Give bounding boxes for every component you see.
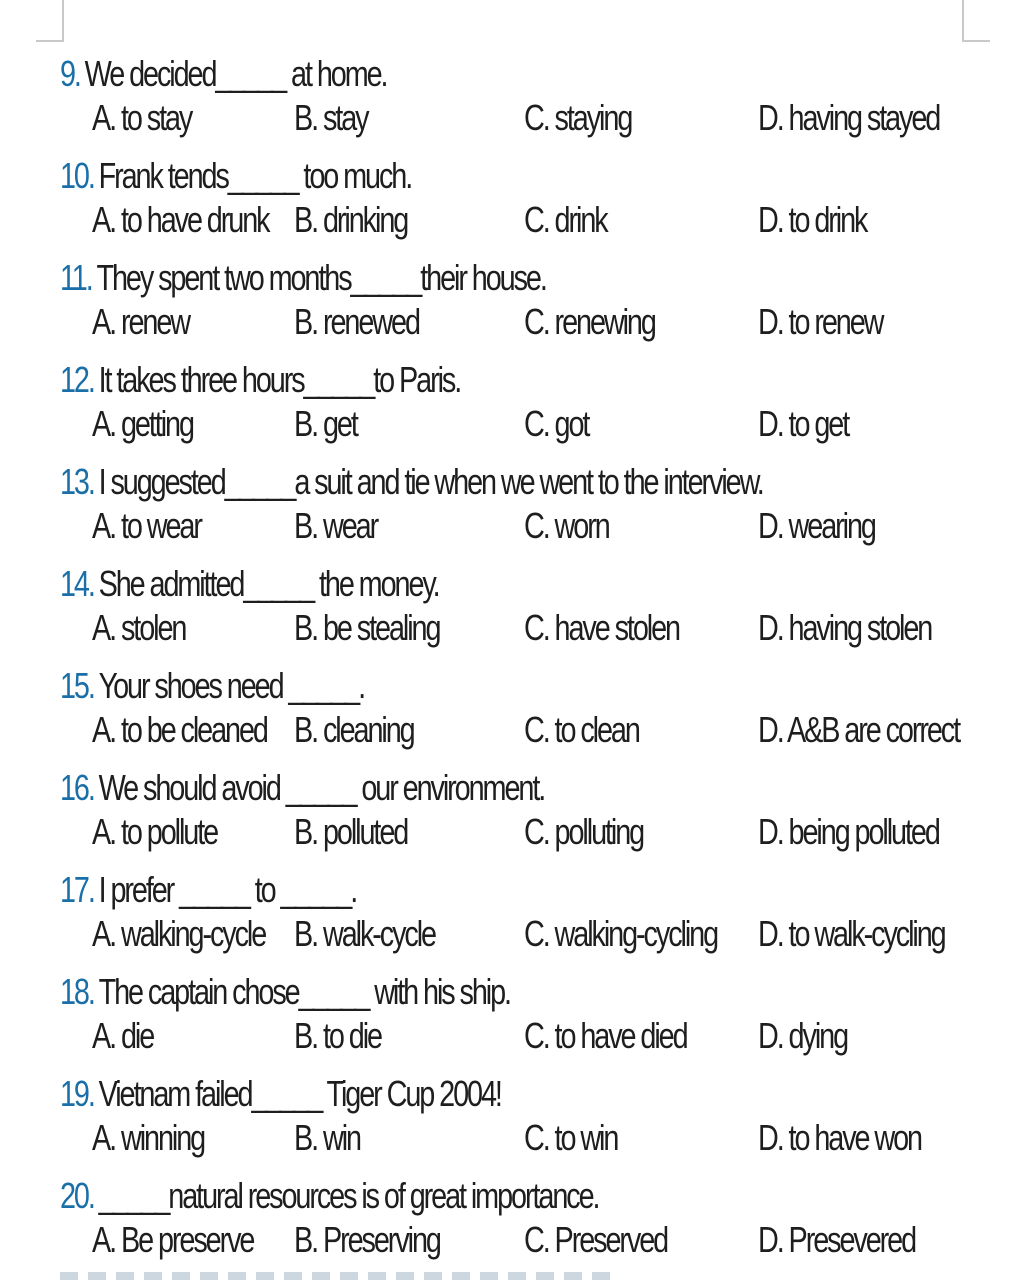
option-a[interactable]: A. to stay (92, 97, 192, 138)
option-a[interactable]: A. to pollute (92, 811, 218, 852)
option-a[interactable]: A. getting (92, 403, 193, 444)
question-text: It takes three hours_____to Paris. (98, 359, 461, 400)
option-b[interactable]: B. to die (294, 1015, 381, 1056)
option-d[interactable]: D. dying (758, 1015, 848, 1056)
option-b[interactable]: B. stay (294, 97, 368, 138)
option-a[interactable]: A. die (92, 1015, 154, 1056)
question-12 (0, 346, 1024, 448)
option-c[interactable]: C. staying (524, 97, 632, 138)
option-c[interactable]: C. to have died (524, 1015, 687, 1056)
option-a[interactable]: A. stolen (92, 607, 186, 648)
option-d[interactable]: D. wearing (758, 505, 875, 546)
option-b[interactable]: B. renewed (294, 301, 419, 342)
option-b[interactable]: B. Preserving (294, 1219, 440, 1260)
option-c[interactable]: C. worn (524, 505, 609, 546)
option-c[interactable]: C. walking-cycling (524, 913, 718, 954)
option-c[interactable]: C. Preserved (524, 1219, 668, 1260)
answer-options (0, 602, 1024, 654)
question-number: 14. (60, 563, 94, 604)
option-c[interactable]: C. have stolen (524, 607, 679, 648)
option-d[interactable]: D. to walk-cycling (758, 913, 945, 954)
page-corner-left (36, 0, 64, 42)
question-number: 18. (60, 971, 94, 1012)
question-text: We decided_____ at home. (84, 53, 387, 94)
answer-options (0, 704, 1024, 756)
question-number: 13. (60, 461, 94, 502)
option-d[interactable]: D. having stolen (758, 607, 932, 648)
option-c[interactable]: C. renewing (524, 301, 655, 342)
option-a[interactable]: A. Be preserve (92, 1219, 254, 1260)
answer-options (0, 92, 1024, 144)
option-c[interactable]: C. polluting (524, 811, 644, 852)
option-b[interactable]: B. get (294, 403, 357, 444)
question-number: 15. (60, 665, 94, 706)
option-c[interactable]: C. got (524, 403, 589, 444)
question-text: Your shoes need _____. (98, 665, 365, 706)
question-16 (0, 754, 1024, 856)
answer-options (0, 500, 1024, 552)
question-15 (0, 652, 1024, 754)
answer-options (0, 1112, 1024, 1164)
question-20 (0, 1162, 1024, 1264)
answer-options (0, 908, 1024, 960)
option-b[interactable]: B. win (294, 1117, 360, 1158)
question-number: 12. (60, 359, 94, 400)
option-a[interactable]: A. winning (92, 1117, 205, 1158)
option-d[interactable]: D. Presevered (758, 1219, 916, 1260)
question-19 (0, 1060, 1024, 1162)
question-number: 11. (60, 257, 92, 298)
answer-options (0, 194, 1024, 246)
question-text: She admitted_____ the money. (98, 563, 439, 604)
question-number: 20. (60, 1175, 94, 1216)
worksheet (0, 40, 1024, 1264)
question-9 (0, 40, 1024, 142)
question-17 (0, 856, 1024, 958)
question-number: 19. (60, 1073, 94, 1114)
question-text: _____natural resources is of great importance. (98, 1175, 599, 1216)
question-text: Frank tends_____ too much. (98, 155, 412, 196)
question-text: I suggested_____a suit and tie when we went to the interview. (98, 461, 763, 502)
question-text: Vietnam failed_____ Tiger Cup 2004! (98, 1073, 501, 1114)
option-a[interactable]: A. to be cleaned (92, 709, 267, 750)
page-corner-right (962, 0, 990, 42)
option-a[interactable]: A. walking-cycle (92, 913, 266, 954)
question-13 (0, 448, 1024, 550)
question-number: 16. (60, 767, 94, 808)
question-text: The captain chose_____ with his ship. (98, 971, 510, 1012)
question-14 (0, 550, 1024, 652)
option-d[interactable]: D. to renew (758, 301, 883, 342)
option-b[interactable]: B. wear (294, 505, 378, 546)
answer-options (0, 398, 1024, 450)
answer-options (0, 1010, 1024, 1062)
question-number: 10. (60, 155, 94, 196)
option-d[interactable]: D. being polluted (758, 811, 939, 852)
answer-options (0, 806, 1024, 858)
question-text: I prefer _____ to _____. (98, 869, 357, 910)
option-d[interactable]: D. to get (758, 403, 849, 444)
option-d[interactable]: D. having stayed (758, 97, 940, 138)
question-number: 17. (60, 869, 94, 910)
question-text: They spent two months_____their house. (96, 257, 546, 298)
question-18 (0, 958, 1024, 1060)
option-b[interactable]: B. cleaning (294, 709, 414, 750)
option-c[interactable]: C. to clean (524, 709, 639, 750)
answer-options (0, 296, 1024, 348)
question-11 (0, 244, 1024, 346)
option-c[interactable]: C. to win (524, 1117, 618, 1158)
option-c[interactable]: C. drink (524, 199, 607, 240)
option-b[interactable]: B. walk-cycle (294, 913, 435, 954)
answer-options (0, 1214, 1024, 1266)
option-a[interactable]: A. to wear (92, 505, 201, 546)
option-a[interactable]: A. to have drunk (92, 199, 269, 240)
option-a[interactable]: A. renew (92, 301, 190, 342)
option-b[interactable]: B. be stealing (294, 607, 440, 648)
option-b[interactable]: B. polluted (294, 811, 408, 852)
question-10 (0, 142, 1024, 244)
question-number: 9. (60, 53, 80, 94)
option-b[interactable]: B. drinking (294, 199, 408, 240)
option-d[interactable]: D. A&B are correct (758, 709, 960, 750)
question-text: We should avoid _____ our environment. (98, 767, 545, 808)
cut-off-next-line (60, 1272, 620, 1280)
option-d[interactable]: D. to have won (758, 1117, 921, 1158)
option-d[interactable]: D. to drink (758, 199, 867, 240)
